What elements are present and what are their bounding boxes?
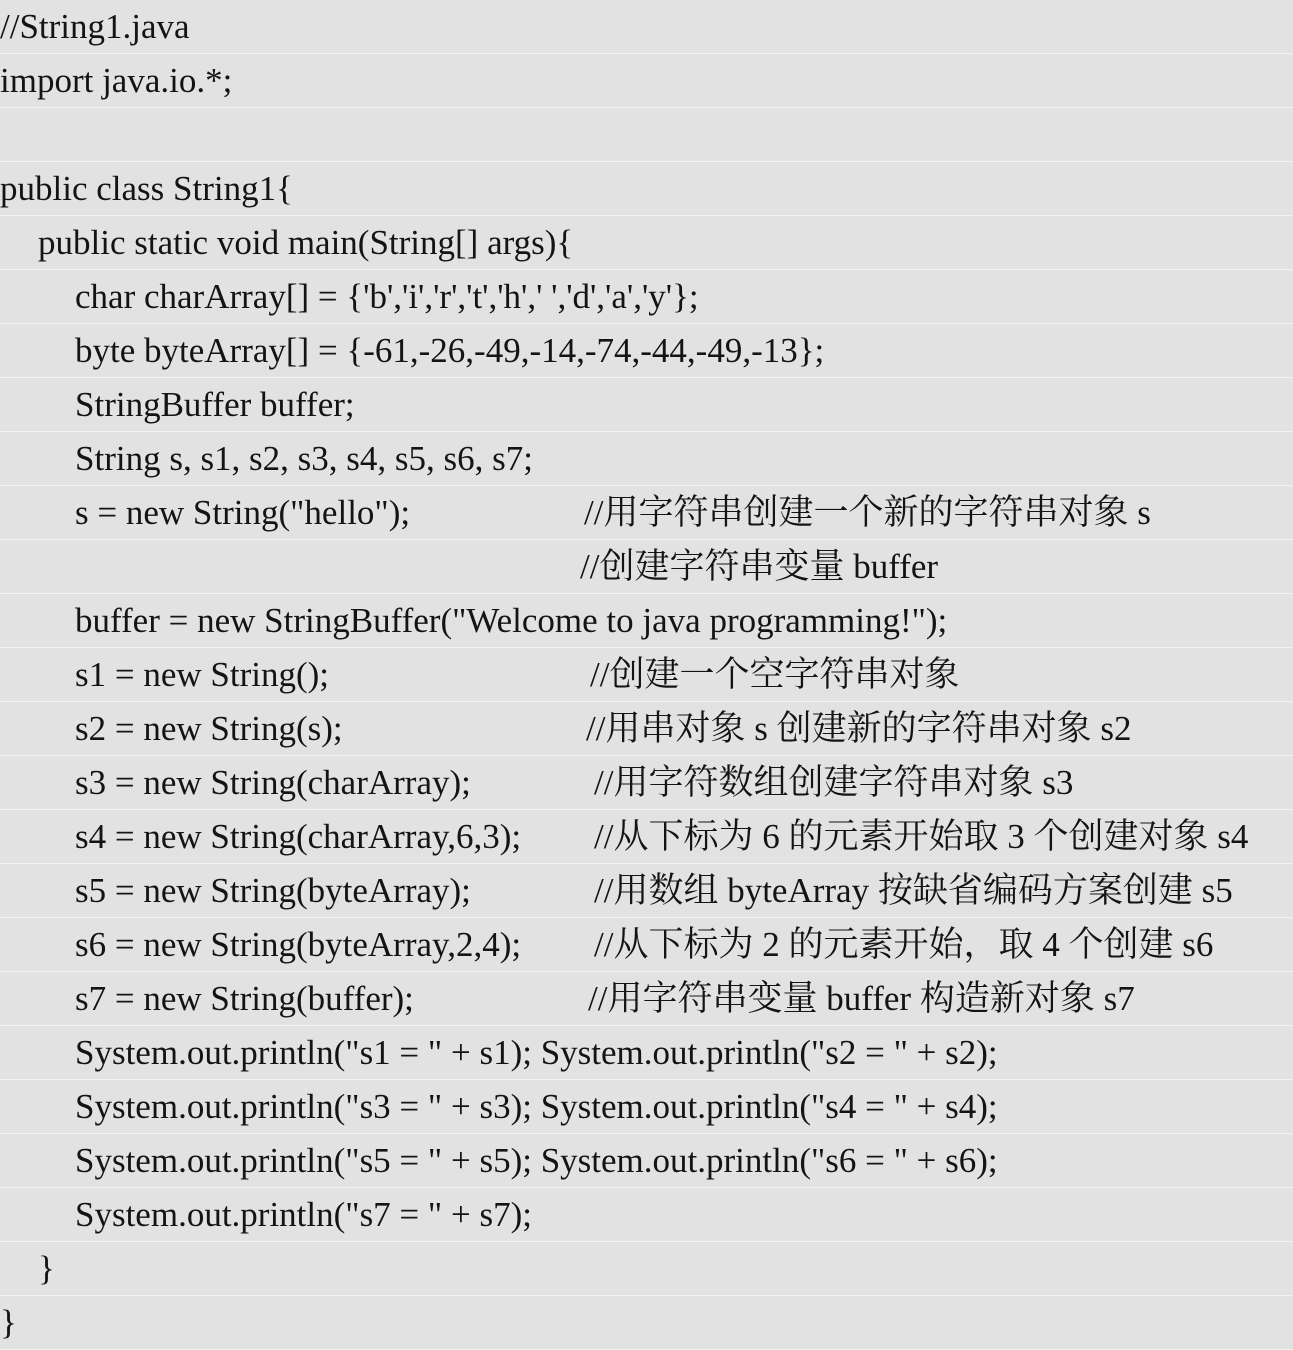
- code-line: [0, 648, 1293, 702]
- code-line: [0, 216, 1293, 270]
- code-line: [0, 594, 1293, 648]
- code-text: byte byteArray[] = {-61,-26,-49,-14,-74,-44,-49,-13};: [75, 331, 825, 370]
- code-text: StringBuffer buffer;: [75, 385, 355, 424]
- code-line: [0, 972, 1293, 1026]
- code-text: s6 = new String(byteArray,2,4);: [75, 925, 522, 964]
- code-line: [0, 1134, 1293, 1188]
- code-line: [0, 1296, 1293, 1350]
- code-text: s3 = new String(charArray);: [75, 763, 471, 802]
- code-text: }: [38, 1249, 55, 1288]
- code-text: char charArray[] = {'b','i','r','t','h',' ','d','a','y'};: [75, 277, 699, 316]
- code-text: s = new String("hello");: [75, 493, 411, 532]
- code-line: [0, 54, 1293, 108]
- code-line: [0, 1080, 1293, 1134]
- code-comment: //从下标为 2 的元素开始，取 4 个创建 s6: [594, 925, 1214, 964]
- code-text: //String1.java: [0, 7, 190, 46]
- code-line: [0, 810, 1293, 864]
- code-comment: //用字符串变量 buffer 构造新对象 s7: [588, 979, 1135, 1018]
- code-comment: //创建字符串变量 buffer: [580, 547, 939, 586]
- code-line: [0, 162, 1293, 216]
- code-line: [0, 432, 1293, 486]
- code-text: import java.io.*;: [0, 61, 233, 100]
- code-line: [0, 918, 1293, 972]
- code-text: System.out.println("s7 = " + s7);: [75, 1195, 532, 1234]
- code-text: s7 = new String(buffer);: [75, 979, 414, 1018]
- code-comment: //用字符串创建一个新的字符串对象 s: [584, 493, 1151, 532]
- code-line: [0, 324, 1293, 378]
- code-text: s5 = new String(byteArray);: [75, 871, 471, 910]
- code-comment: //用数组 byteArray 按缺省编码方案创建 s5: [594, 871, 1233, 910]
- code-line: [0, 1026, 1293, 1080]
- code-text: }: [0, 1303, 17, 1342]
- code-line: [0, 1242, 1293, 1296]
- code-comment: //从下标为 6 的元素开始取 3 个创建对象 s4: [594, 817, 1249, 856]
- code-line: [0, 1188, 1293, 1242]
- code-line: [0, 108, 1293, 162]
- code-comment: //用串对象 s 创建新的字符串对象 s2: [586, 709, 1132, 748]
- code-text: s4 = new String(charArray,6,3);: [75, 817, 522, 856]
- code-line: [0, 756, 1293, 810]
- code-text: public static void main(String[] args){: [38, 223, 574, 262]
- code-text: buffer = new StringBuffer("Welcome to java programming!");: [75, 601, 948, 640]
- code-text: System.out.println("s1 = " + s1); System.out.println("s2 = " + s2);: [75, 1033, 998, 1072]
- code-line: [0, 702, 1293, 756]
- code-comment: //用字符数组创建字符串对象 s3: [594, 763, 1074, 802]
- code-line: [0, 486, 1293, 540]
- code-text: public class String1{: [0, 169, 293, 208]
- code-line: [0, 540, 1293, 594]
- code-line: [0, 378, 1293, 432]
- code-line: [0, 270, 1293, 324]
- code-text: s2 = new String(s);: [75, 709, 343, 748]
- code-text: s1 = new String();: [75, 655, 330, 694]
- code-text: System.out.println("s3 = " + s3); System.out.println("s4 = " + s4);: [75, 1087, 998, 1126]
- code-line: [0, 864, 1293, 918]
- code-comment: //创建一个空字符串对象: [590, 655, 960, 694]
- code-text: System.out.println("s5 = " + s5); System.out.println("s6 = " + s6);: [75, 1141, 998, 1180]
- code-text: String s, s1, s2, s3, s4, s5, s6, s7;: [75, 439, 534, 478]
- code-line: [0, 0, 1293, 54]
